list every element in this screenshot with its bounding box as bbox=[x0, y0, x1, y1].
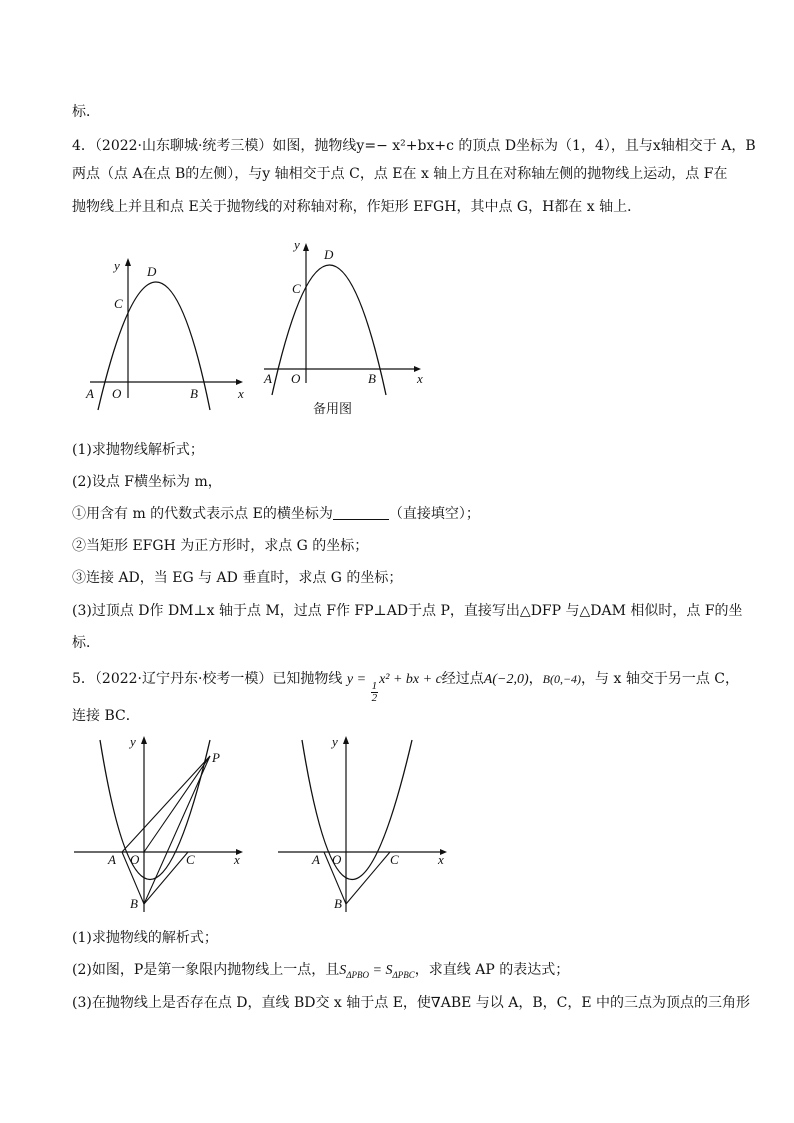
figure-parabola-triangle bbox=[276, 732, 456, 917]
question-2b: ②当矩形 EFGH 为正方形时，求点 G 的坐标； bbox=[72, 538, 369, 554]
figure-parabola-backup bbox=[258, 235, 433, 395]
label-y: y bbox=[130, 734, 136, 749]
parabola-formula: y = $\frac{1}{2}$ x² + bx + c bbox=[346, 672, 442, 704]
problem-4-intro: 4．（2022·山东聊城·统考三模）如图，抛物线y=− x²+bx+c 的顶点 D坐标为（1，4），且与x轴相交于 A，B bbox=[72, 138, 756, 154]
question-2a-suffix: （直接填空）； bbox=[388, 506, 480, 522]
area-equation: $S_{\Delta PBO} = S_{\Delta PBC}$ bbox=[339, 963, 415, 980]
figure-caption: 备用图 bbox=[313, 402, 353, 417]
text-line: 抛物线上并且和点 E关于抛物线的对称轴对称，作矩形 EFGH，其中点 G，H都在 x 轴上． bbox=[72, 199, 642, 215]
question-1: (1)求抛物线的解析式； bbox=[72, 930, 218, 946]
label-B: B bbox=[130, 896, 138, 911]
label-D: D bbox=[147, 264, 157, 279]
answer-blank bbox=[333, 505, 389, 520]
point-B: B(0,−4) bbox=[542, 672, 582, 686]
text-line: 连接 BC． bbox=[72, 708, 140, 724]
label-A: A bbox=[108, 852, 116, 867]
label-x: x bbox=[438, 852, 444, 867]
figure-parabola-triangles bbox=[72, 732, 252, 917]
question-3: (3)在抛物线上是否存在点 D，直线 BD交 x 轴于点 E，使∇ABE 与以 A，B，C，E 中的三点为顶点的三角形 bbox=[72, 995, 751, 1011]
problem-5-text: 5．（2022·辽宁丹东·校考一模）已知抛物线 bbox=[72, 671, 343, 687]
label-O: O bbox=[332, 852, 342, 867]
label-B: B bbox=[334, 896, 342, 911]
label-O: O bbox=[112, 386, 122, 401]
label-C: C bbox=[390, 852, 399, 867]
question-2: (2)如图，P是第一象限内抛物线上一点，且$S_{\Delta PBO} = S_{\Delta PBC}$，求直线 AP 的表达式； bbox=[72, 962, 570, 980]
point-A: A(−2,0) bbox=[483, 672, 529, 687]
question-3: (3)过顶点 D作 DM⊥x 轴于点 M，过点 F作 FP⊥AD于点 P，直接写出△DFP 与△DAM 相似时，点 F的坐 bbox=[72, 603, 743, 619]
label-x: x bbox=[417, 371, 423, 386]
label-A: A bbox=[312, 852, 320, 867]
question-2c: ③连接 AD，当 EG 与 AD 垂直时，求点 G 的坐标； bbox=[72, 570, 403, 586]
label-B: B bbox=[368, 371, 376, 386]
label-O: O bbox=[291, 371, 301, 386]
label-y: y bbox=[114, 258, 120, 273]
problem-5-intro: 5．（2022·辽宁丹东·校考一模）已知抛物线 y = $\frac{1}{2}$ x² + bx + c经过点A(−2,0)，B(0,−4)，与 x 轴交于另一点 C， bbox=[72, 671, 740, 704]
label-x: x bbox=[238, 386, 244, 401]
label-B: B bbox=[190, 386, 198, 401]
text-line: 标． bbox=[72, 635, 100, 651]
question-1: (1)求抛物线解析式； bbox=[72, 442, 204, 458]
question-2: (2)设点 F横坐标为 m， bbox=[72, 474, 222, 490]
question-2a bbox=[72, 504, 732, 524]
label-C: C bbox=[186, 852, 195, 867]
label-y: y bbox=[294, 237, 300, 252]
text-line: 两点（点 A在点 B的左侧），与y 轴相交于点 C，点 E在 x 轴上方且在对称轴左侧的抛物线上运动，点 F在 bbox=[72, 166, 728, 182]
label-C: C bbox=[114, 296, 123, 311]
label-D: D bbox=[324, 247, 334, 262]
label-O: O bbox=[130, 852, 140, 867]
label-P: P bbox=[212, 750, 220, 765]
question-2a-text: ①用含有 m 的代数式表示点 E的横坐标为 bbox=[72, 506, 333, 522]
text-line: 标． bbox=[72, 104, 100, 120]
label-x: x bbox=[234, 852, 240, 867]
label-A: A bbox=[86, 386, 94, 401]
label-C: C bbox=[292, 281, 301, 296]
figure-parabola-1 bbox=[80, 250, 250, 410]
label-y: y bbox=[332, 734, 338, 749]
label-A: A bbox=[264, 371, 272, 386]
